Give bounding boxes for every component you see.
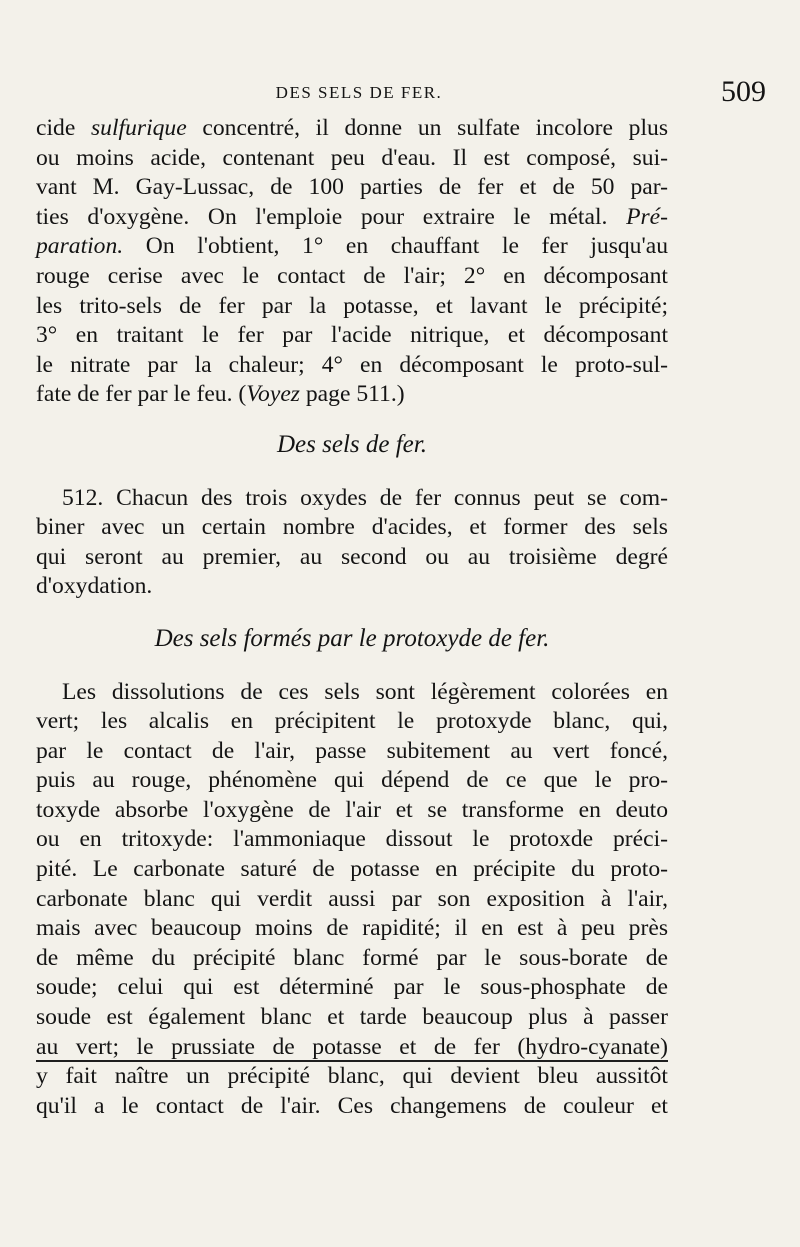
text-line: le nitrate par la chaleur; 4° en décomposant le proto-sul- <box>36 351 668 378</box>
subsection-paragraph <box>36 678 668 1122</box>
italic-word: sulfurique <box>91 115 187 141</box>
body-text <box>36 114 668 1121</box>
text-line: pité. Le carbonate saturé de potasse en précipite du proto- <box>36 856 668 883</box>
subsection-heading: Des sels formés par le protoxyde de fer. <box>154 624 550 652</box>
text-line: de même du précipité blanc formé par le sous-borate de <box>36 944 668 971</box>
text-line: biner avec un certain nombre d'acides, et former des sels <box>36 514 668 541</box>
text-line: 512. Chacun des trois oxydes de fer connus peut se com- <box>62 484 668 511</box>
section-paragraph <box>36 484 668 602</box>
italic-word: paration. <box>36 233 124 260</box>
text-line: vant M. Gay-Lussac, de 100 parties de fer et de 50 par- <box>36 174 668 201</box>
text-line: paration. On l'obtient, 1° en chauffant le fer jusqu'au <box>36 233 668 260</box>
text-line: ou en tritoxyde: l'ammoniaque dissout le protoxde préci- <box>36 826 668 853</box>
text-line: mais avec beaucoup moins de rapidité; il en est à peu près <box>36 915 668 942</box>
text-line: par le contact de l'air, passe subitement au vert foncé, <box>36 737 668 764</box>
italic-word: Voyez <box>246 381 300 408</box>
text-line: d'oxydation. <box>36 573 153 600</box>
text-line: les trito-sels de fer par la potasse, et lavant le précipité; <box>36 292 668 319</box>
running-head: DES SELS DE FER. <box>275 83 443 102</box>
italic-word: Pré- <box>626 203 668 230</box>
text-line: soude est également blanc et tarde beaucoup plus à passer <box>36 1004 668 1031</box>
text-line: soude; celui qui est déterminé par le sous-phosphate de <box>36 974 668 1001</box>
text-line: ties d'oxygène. On l'emploie pour extraire le métal. Pré- <box>36 203 668 230</box>
text-line: y fait naître un précipité blanc, qui devient bleu aussitôt <box>36 1063 668 1090</box>
text-line: qui seront au premier, au second ou au troisième degré <box>36 543 668 570</box>
page-number: 509 <box>721 75 766 108</box>
text-line: Les dissolutions de ces sels sont légèrement colorées en <box>62 678 668 705</box>
pencil-underline-mark <box>36 1060 668 1062</box>
text-line: cide sulfurique concentré, il donne un sulfate incolore plus <box>36 115 669 141</box>
text-line: ou moins acide, contenant peu d'eau. Il est composé, sui- <box>36 144 668 171</box>
text-line: au vert; le prussiate de potasse et de fer (hydro-cyanate) <box>36 1033 668 1060</box>
text-line: carbonate blanc qui verdit aussi par son exposition à l'air, <box>36 885 668 912</box>
text-line: toxyde absorbe l'oxygène de l'air et se transforme en deuto <box>36 796 668 823</box>
intro-paragraph <box>36 114 668 410</box>
text-line: puis au rouge, phénomène qui dépend de ce que le pro- <box>36 767 668 794</box>
text-line: 3° en traitant le fer par l'acide nitrique, et décomposant <box>36 322 668 349</box>
text-line: qu'il a le contact de l'air. Ces changemens de couleur et <box>36 1092 668 1119</box>
text-line: vert; les alcalis en précipitent le protoxyde blanc, qui, <box>36 708 668 735</box>
text-line: rouge cerise avec le contact de l'air; 2° en décomposant <box>36 262 668 289</box>
page-header <box>36 75 766 115</box>
text-line: fate de fer par le feu. (Voyez page 511.) <box>36 381 405 408</box>
section-heading: Des sels de fer. <box>277 430 427 458</box>
